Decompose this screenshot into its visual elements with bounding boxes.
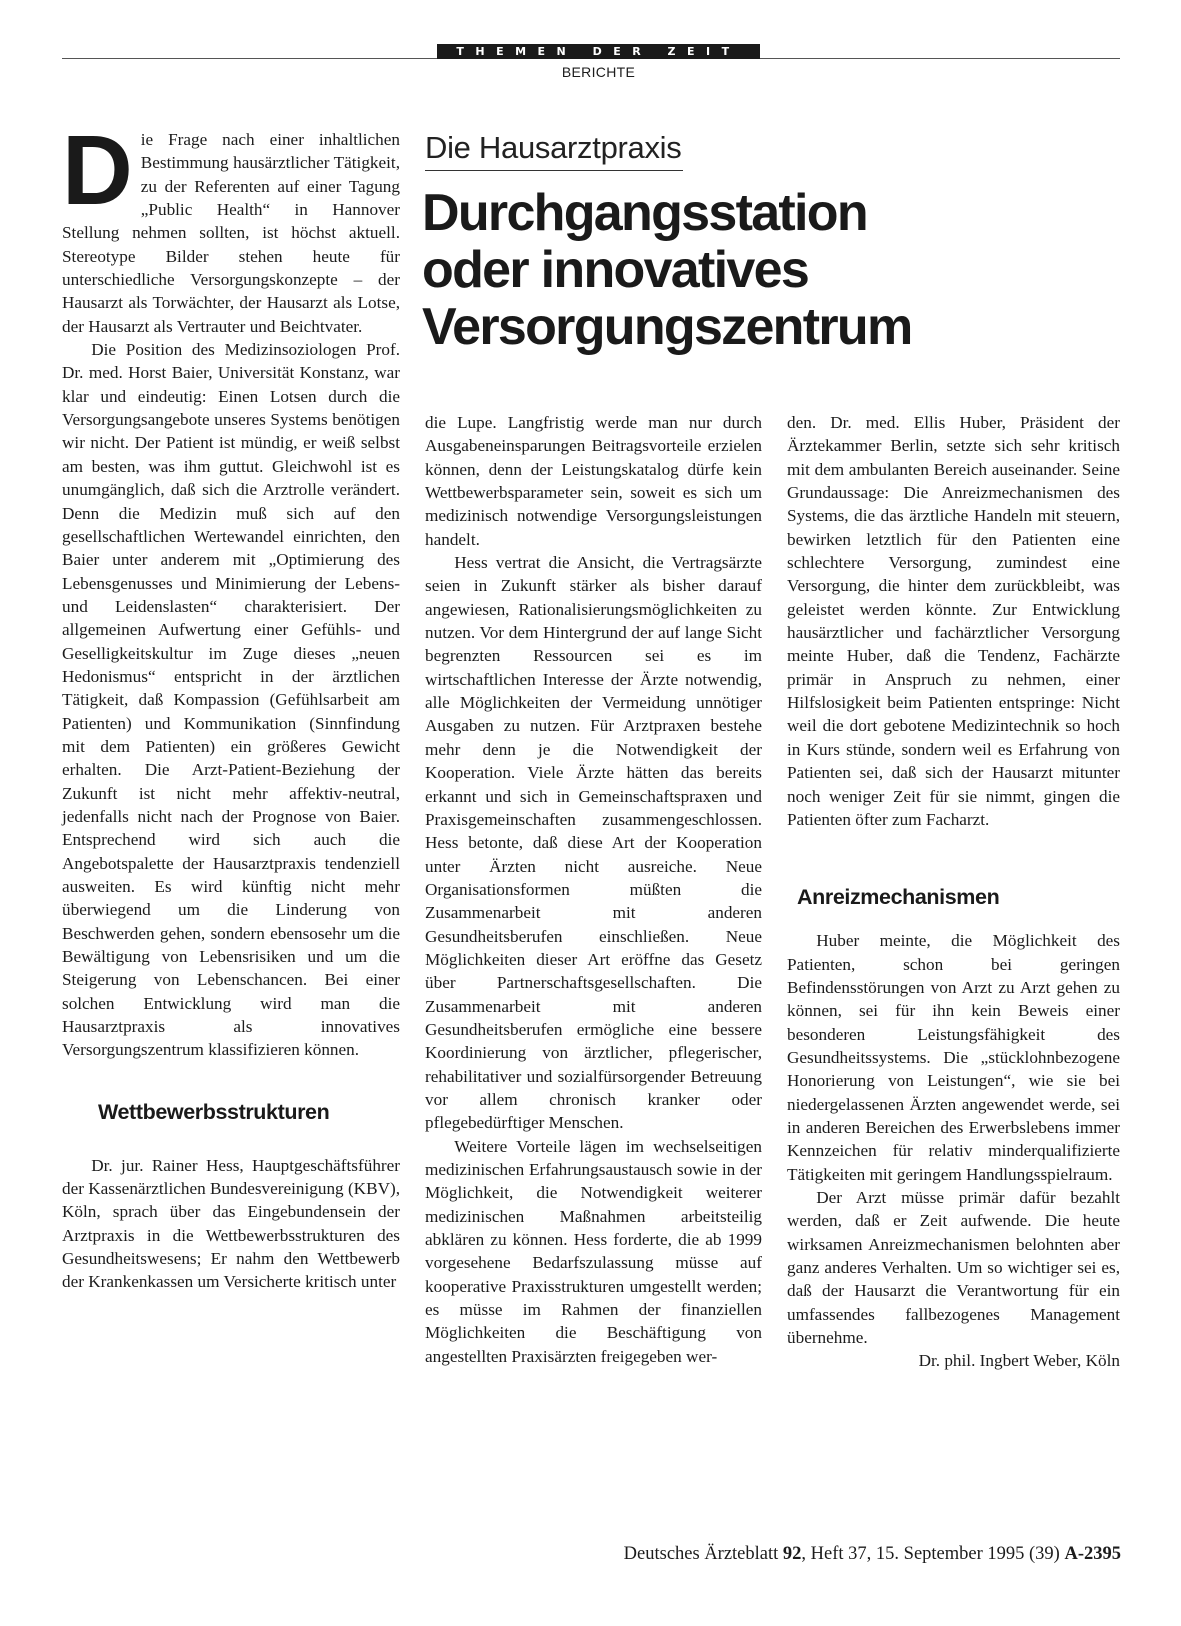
author-signature: Dr. phil. Ingbert Weber, Köln: [918, 1351, 1120, 1371]
page-footer: [624, 1544, 1121, 1565]
drop-cap: D: [62, 115, 133, 225]
column-1: [62, 115, 400, 1294]
article-headline: [422, 185, 1062, 356]
page-number: A-2395: [1064, 1544, 1121, 1564]
paragraph-baier: Die Position des Medizinsoziologen Prof. Dr. med. Horst Baier, Universität Konstanz, war klar und eindeutig: Einen Lotsen durch die Versorgungsangebote unseres Systems benötigen wir nicht. Der Patient ist mündig, er weiß selbst am besten, was ihm guttut. Gleichwohl ist es unumgänglich, daß sich die Arztrolle verändert. Denn die Medizin muß sich auf den gesellschaftlichen Wertewandel einrichten, den Baier unter anderem mit „Optimierung des Lebensgenusses und Minimierung der Lebens- und Leidenslasten“ charakterisiert. Der allgemeinen Aufwertung einer Gefühls- und Geselligkeitskultur im Zuge dieses „neuen Hedonismus“ entspricht in der ärztlichen Tätigkeit, daß Kompassion (Gefühlsarbeit am Patienten) und Kommunikation (Sinnfindung mit dem Patienten) ein größeres Gewicht erhalten. Die Arzt-Patient-Beziehung der Zukunft ist nicht mehr affektiv-neutral, jedenfalls nicht nach der Prognose von Baier. Entsprechend wird sich auch die Angebotspalette der Hausarztpraxis tendenziell ausweiten. Es wird künftig nicht mehr überwiegend um die Linderung von Beschwerden gehen, sondern ebensosehr um die Bewältigung von Lebensrisiken und um die Steigerung von Lebenschancen. Bei einer solchen Entwicklung wird man die Hausarztpraxis als innovatives Versorgungszentrum klassifizieren können.: [62, 340, 400, 1060]
column-3: [787, 411, 1120, 1373]
issue-date: , Heft 37, 15. September 1995 (39): [801, 1544, 1060, 1564]
subheading-anreiz: Anreizmechanismen: [797, 885, 1000, 910]
journal-volume: 92: [782, 1544, 802, 1564]
paragraph-hess: Dr. jur. Rainer Hess, Hauptgeschäftsführer der Kassenärztlichen Bundesvereinigung (KBV), Köln, sprach über das Eingebundensein der Arztpraxis in die Wettbewerbsstrukturen des Gesundheitswesens; Er nahm den Wettbewerb der Krankenkassen um Versicherte kritisch unter: [62, 1155, 400, 1292]
paragraph-huber: den. Dr. med. Ellis Huber, Präsident der Ärztekammer Berlin, setzte sich sehr kritisch mit dem ambulanten Bereich auseinander. Seine Grundaussage: Die Anreizmechanismen des Systems, die das ärztliche Handeln mit steuern, bewirken letztlich für den Patienten eine schlechtere Versorgung, zumindest eine Versorgung, die hinter dem zurückbleibt, was geleistet werden könnte. Zur Entwicklung hausärztlicher und fachärztlicher Versorgung meinte Huber, daß die Tendenz, Fachärzte primär in Anspruch zu nehmen, einer Hilfslosigkeit beim Patienten entspringe: Nicht weil die dort gebotene Medizintechnik so hoch in Kurs stünde, sondern weil es Erfahrung von Patienten sei, daß sich der Hausarzt mitunter noch weniger Zeit für sie nimmt, gingen die Patienten öfter zum Facharzt.: [787, 413, 1120, 829]
section-label: THEMEN DER ZEIT: [437, 44, 760, 59]
paragraph-arzt-zeit: Der Arzt müsse primär dafür bezahlt werden, daß er Zeit aufwende. Die heute wirksamen Anreizmechanismen belohnten aber ganz anderes Verhalten. Um so wichtiger sei es, daß der Hausarzt die Verantwortung für ein umfassendes fallbezogenes Management übernehme.: [787, 1187, 1120, 1348]
paragraph-huber-meinte: Huber meinte, die Möglichkeit des Patienten, schon bei geringen Befindensstörungen von Arzt zu Arzt gehen zu können, sei für ihn kein Beweis einer besonderen Leistungsfähigkeit des Gesundheitssystems. Die „stücklohnbezogene Honorierung von Leistungen“, wie sie bei niedergelassenen Ärzten angewendet werde, sei in anderen Bereichen des Erwerbslebens immer Kennzeichen für relativ minderqualifizierte Tätigkeiten mit geringem Handlungsspielraum.: [787, 931, 1120, 1184]
paragraph-hess-cont: die Lupe. Langfristig werde man nur durch Ausgabeneinsparungen Beitragsvorteile erzielen können, denn der Leistungskatalog dürfe kein Wettbewerbsparameter sein, soweit es sich um medizinisch notwendige Versorgungsleistungen handelt.: [425, 413, 762, 549]
subsection-label: BERICHTE: [561, 64, 636, 80]
headline-line-2: oder innovatives: [422, 241, 809, 299]
headline-line-3: Versorgungszentrum: [422, 298, 912, 356]
paragraph-vorteile: Weitere Vorteile lägen im wechselseitigen medizinischen Erfahrungsaustausch sowie in der Möglichkeit, die Notwendigkeit weiterer medizinischen Maßnahmen arbeitsteilig abklären zu können. Hess forderte, die ab 1999 vorgesehene Bedarfszulassung müsse auf kooperative Praxisstrukturen umgestellt werden; es müsse im Rahmen der finanziellen Möglichkeiten die Beschäftigung von angestellten Praxisärzten freigegeben wer-: [425, 1136, 762, 1366]
headline-line-1: Durchgangsstation: [422, 184, 867, 242]
subheading-wettbewerb: Wettbewerbsstrukturen: [98, 1099, 330, 1124]
journal-name: Deutsches Ärzteblatt: [623, 1544, 779, 1564]
column-2: [425, 411, 762, 1368]
paragraph-intro: ie Frage nach einer inhaltlichen Bestimmung hausärztlicher Tätigkeit, zu der Referenten auf einer Tagung „Public Health“ in Hannover Stellung nehmen sollten, ist höchst aktuell. Stereotype Bilder stehen heute für unterschiedliche Versorgungskonzepte – der Hausarzt als Torwächter, der Hausarzt als Lotse, der Hausarzt als Vertrauter und Beichtvater.: [62, 130, 400, 336]
article-kicker: Die Hausarztpraxis: [425, 130, 683, 171]
paragraph-hess-ansicht: Hess vertrat die Ansicht, die Vertragsärzte seien in Zukunft stärker als bisher darauf angewiesen, Rationalisierungsmöglichkeiten zu nutzen. Vor dem Hintergrund der auf lange Sicht begrenzten Ressourcen sei es im wirtschaftlichen Interesse der Ärzte notwendig, alle Möglichkeiten der Vermeidung unnötiger Ausgaben zu nutzen. Für Arztpraxen bestehe mehr denn je die Notwendigkeit der Kooperation. Viele Ärzte hätten das bereits erkannt und sich in Gemeinschaftspraxen und Praxisgemeinschaften zusammengeschlossen. Hess betonte, daß diese Art der Kooperation unter Ärzten nicht ausreiche. Neue Organisationsformen müßten die Zusammenarbeit mit anderen Gesundheitsberufen einschließen. Neue Möglichkeiten dieser Art eröffne das Gesetz über Partnerschaftsgesellschaften. Die Zusammenarbeit mit anderen Gesundheitsberufen ermögliche eine bessere Koordinierung von ärztlicher, pflegerischer, rehabilitativer und sozialfürsorgender Betreuung vor allem chronisch kranker oder pflegebedürftiger Menschen.: [425, 553, 762, 1133]
